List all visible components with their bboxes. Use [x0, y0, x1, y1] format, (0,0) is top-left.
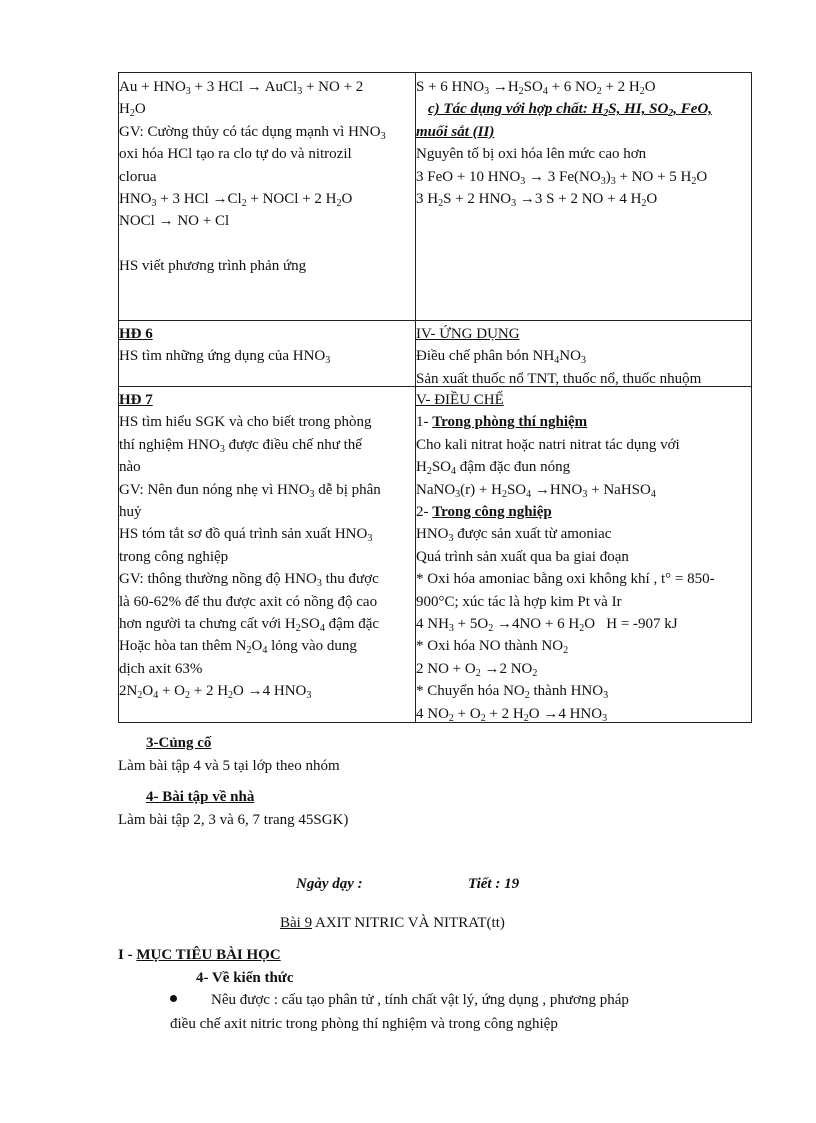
prep-line: * Oxi hóa amoniac bằng oxi không khí , t° = 850- [416, 571, 715, 588]
objective-bullet-cont: điều chế axit nitric trong phòng thí nghiệm và trong công nghiệp [170, 1016, 558, 1032]
note-line: là 60-62% để thu được axit có nồng độ cao [119, 593, 378, 610]
note-line: hơn người ta chưng cất với $H_2SO_4$ đậm đặc [119, 616, 380, 635]
equation-nocl: NOCl → NO + Cl [119, 213, 230, 230]
note-line: nào [119, 459, 141, 476]
teacher-note-cont: clorua [119, 168, 157, 185]
row3-right-cell [416, 389, 752, 725]
equation-hno3-hcl: $HNO_3 + 3$ HCl $\to Cl_2$ + NOCl + 2 $H_2O$ [119, 191, 353, 210]
equation-h2s: 3 $H_2S + 2$ $HNO_3 \to 3$ S + 2 NO + 4 $H_2O$ [416, 191, 658, 210]
equation-no2-conversion: 4 $NO_2 + O_2 + 2$ $H_2O \to 4$ $HNO_3$ [416, 705, 608, 724]
teacher-note-cont: oxi hóa HCl tạo ra clo tự do và nitrozil [119, 146, 352, 163]
table-row-divider [119, 320, 751, 321]
subheading-compounds-cont: muối sắt (II) [416, 123, 495, 140]
equation-aqua-regia-gold: $Au + HNO_3 + 3$ HCl → AuCl$_3$ + NO + 2 [119, 79, 364, 97]
activity-heading-7: HĐ 7 [119, 392, 153, 408]
row2-left-cell [119, 323, 415, 368]
note-line: HS tìm hiểu SGK và cho biết trong phòng [119, 414, 372, 431]
period-label: Tiết : 19 [468, 876, 520, 892]
note-line: trong công nghiệp [119, 548, 229, 565]
prep-line: 900°C; xúc tác là hợp kim Pt và Ir [416, 593, 622, 610]
teaching-date-label: Ngày dạy : [296, 876, 363, 892]
row2-right-cell [416, 323, 752, 390]
row1-left-cell [119, 76, 415, 278]
blank-line [119, 233, 415, 255]
equation-ammonia-oxidation: 4 $NH_3 + 5O_2 \to 4NO + 6$ $H_2O$ H = -907 kJ [416, 616, 678, 635]
equation-n2o4: $2N_2O_4 + O_2 + 2$ $H_2O \to 4$ $HNO_3$ [119, 683, 312, 702]
equation-aqua-regia-gold-cont: $H_2O$ [119, 101, 146, 120]
teacher-note: GV: Nên đun nóng nhẹ vì $HNO_3$ dễ bị phân [119, 481, 381, 500]
prep-line: Quá trình sản xuất qua ba giai đoạn [416, 548, 629, 565]
lesson-table [118, 72, 752, 723]
subheading-compounds: c) Tác dụng với hợp chất: $H_2S$, HI, $SO_2$, FeO, [428, 101, 713, 120]
objectives-heading: I - MỤC TIÊU BÀI HỌC [118, 947, 281, 963]
section-heading-consolidation: 3-Củng cố [146, 735, 212, 751]
teacher-note: GV: Cường thủy có tác dụng mạnh vì $HNO_3$ [119, 123, 386, 142]
section-heading-preparation: V- ĐIỀU CHẾ [416, 392, 504, 408]
bullet-icon [170, 995, 177, 1002]
section-heading-applications: IV- ỨNG DỤNG [416, 326, 520, 342]
row3-left-cell [119, 389, 415, 703]
student-task: HS viết phương trình phản ứng [119, 258, 307, 275]
note-line: HS tóm tắt sơ đồ quá trình sản xuất $HNO_3$ [119, 526, 373, 545]
prep-line: * Oxi hóa NO thành $NO_2$ [416, 638, 569, 657]
student-task-applications: HS tìm những ứng dụng của $HNO_3$ [119, 348, 331, 367]
oxidation-note: Nguyên tố bị oxi hóa lên mức cao hơn [416, 146, 647, 163]
prep-line: * Chuyển hóa $NO_2$ thành $HNO_3$ [416, 683, 609, 702]
activity-heading-6: HĐ 6 [119, 326, 153, 342]
equation-nano3: NaNO$_3$(r) + $H_2SO_4 \to HNO_3$ + NaHSO$_4$ [416, 481, 656, 500]
equation-sulfur-hno3: S + 6 $HNO_3 \to H_2SO_4 + 6$ $NO_2 + 2$ $H_2O$ [416, 79, 656, 97]
application-explosives: Sản xuất thuốc nổ TNT, thuốc nổ, thuốc nhuộm [416, 370, 702, 387]
homework-text: Làm bài tập 2, 3 và 6, 7 trang 45SGK) [118, 812, 349, 828]
equation-no-oxidation: 2 NO + $O_2 \to 2$ $NO_2$ [416, 660, 538, 679]
note-line: thí nghiệm $HNO_3$ được điều chế như thế [119, 436, 362, 455]
row1-right-cell [416, 76, 752, 210]
application-fertilizer: Điều chế phân bón $NH_4NO_3$ [416, 348, 586, 367]
consolidation-text: Làm bài tập 4 và 5 tại lớp theo nhóm [118, 758, 340, 774]
lesson-title: Bài 9 AXIT NITRIC VÀ NITRAT(tt) [280, 915, 505, 931]
prep-line: Cho kali nitrat hoặc natri nitrat tác dụng với [416, 436, 680, 453]
note-line: huỷ [119, 504, 142, 521]
prep-line: $HNO_3$ được sản xuất từ amoniac [416, 526, 612, 545]
teacher-note: GV: thông thường nồng độ $HNO_3$ thu được [119, 571, 379, 590]
prep-line: $H_2SO_4$ đậm đặc đun nóng [416, 459, 571, 478]
section-heading-homework: 4- Bài tập về nhà [146, 789, 255, 805]
knowledge-heading: 4- Về kiến thức [196, 970, 294, 986]
note-line: Hoặc hòa tan thêm $N_2O_4$ lỏng vào dung [119, 638, 357, 657]
note-line: dịch axit 63% [119, 660, 203, 677]
objective-bullet: Nêu được : cấu tạo phân tử , tính chất vật lý, ứng dụng , phương pháp [170, 992, 629, 1009]
equation-feo: 3 FeO + 10 $HNO_3 \to 3$ $Fe(NO_3)_3$ + NO + 5 $H_2O$ [416, 168, 708, 187]
subheading-laboratory: 1- Trong phòng thí nghiệm [416, 414, 588, 431]
subheading-industry: 2- Trong công nghiệp [416, 504, 552, 521]
